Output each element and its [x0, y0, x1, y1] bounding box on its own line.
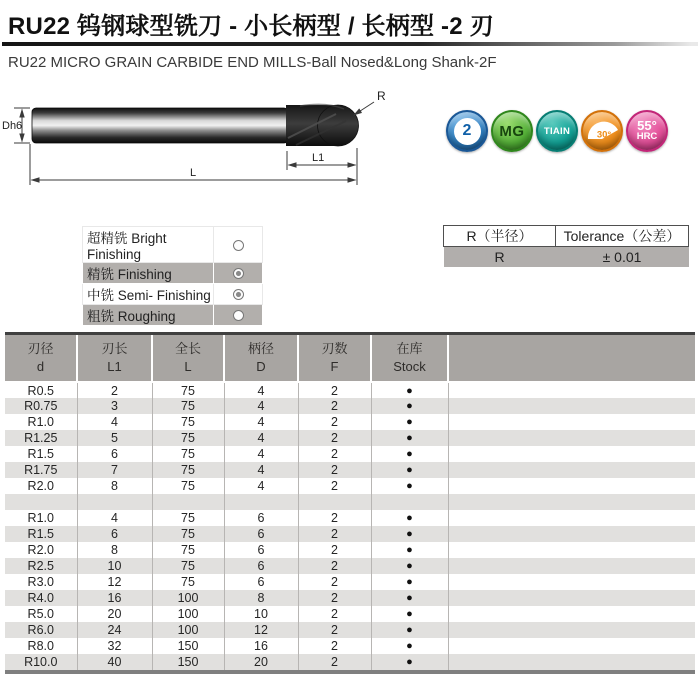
col-header-f: 刃数 F	[298, 335, 371, 382]
cell-d: R2.0	[5, 542, 77, 558]
tolerance-value: ± 0.01	[556, 247, 689, 267]
cell-d: R2.5	[5, 558, 77, 574]
stock-cell: ●	[371, 510, 448, 526]
cell-l1: 8	[77, 542, 152, 558]
cell-l: 100	[152, 606, 224, 622]
finishing-mark	[233, 240, 244, 251]
overall-length-label: L	[190, 167, 197, 179]
cell-l1: 3	[77, 398, 152, 414]
cell-D: 20	[224, 654, 298, 670]
table-row	[5, 590, 695, 606]
table-row	[5, 382, 695, 398]
radius-leader-line	[354, 102, 374, 115]
cell-l1: 12	[77, 574, 152, 590]
empty-cell	[448, 462, 695, 478]
finishing-mark	[233, 268, 244, 279]
empty-cell	[448, 510, 695, 526]
finishing-label: 中铣 Semi- Finishing	[83, 284, 214, 305]
cell-d: R4.0	[5, 590, 77, 606]
tool-ball-nose	[286, 104, 359, 146]
spacer-cell	[371, 494, 448, 510]
cell-l: 150	[152, 654, 224, 670]
micro-grain-badge: MG	[491, 110, 533, 152]
table-row	[5, 430, 695, 446]
stock-cell: ●	[371, 526, 448, 542]
cell-f: 2	[298, 542, 371, 558]
cell-f: 2	[298, 638, 371, 654]
cell-l1: 5	[77, 430, 152, 446]
cell-D: 12	[224, 622, 298, 638]
cell-l1: 7	[77, 462, 152, 478]
cell-f: 2	[298, 654, 371, 670]
table-row	[5, 510, 695, 526]
cell-l: 100	[152, 590, 224, 606]
flutes-badge	[446, 110, 488, 152]
cell-f: 2	[298, 462, 371, 478]
finishing-label: 精铣 Finishing	[83, 263, 214, 284]
end-mill-drawing	[0, 85, 440, 207]
cell-f: 2	[298, 510, 371, 526]
cell-l: 75	[152, 526, 224, 542]
stock-cell: ●	[371, 622, 448, 638]
cell-D: 4	[224, 414, 298, 430]
table-row	[5, 462, 695, 478]
cell-D: 4	[224, 478, 298, 494]
cell-d: R3.0	[5, 574, 77, 590]
stock-cell: ●	[371, 574, 448, 590]
cell-D: 16	[224, 638, 298, 654]
table-row	[5, 606, 695, 622]
finishing-row	[83, 305, 263, 326]
stock-cell: ●	[371, 462, 448, 478]
cell-l1: 24	[77, 622, 152, 638]
stock-cell: ●	[371, 606, 448, 622]
table-row	[5, 542, 695, 558]
cell-l: 150	[152, 638, 224, 654]
spacer-row	[5, 494, 695, 510]
cell-D: 6	[224, 526, 298, 542]
cell-D: 6	[224, 542, 298, 558]
cell-l: 75	[152, 398, 224, 414]
tolerance-table	[443, 225, 689, 267]
title-divider	[2, 42, 698, 46]
cell-l: 75	[152, 446, 224, 462]
col-header-D: 柄径 D	[224, 335, 298, 382]
tolerance-header-radius: R（半径）	[444, 226, 556, 247]
cell-d: R6.0	[5, 622, 77, 638]
cell-f: 2	[298, 382, 371, 398]
cell-D: 4	[224, 446, 298, 462]
cell-d: R0.75	[5, 398, 77, 414]
table-row	[5, 478, 695, 494]
cell-f: 2	[298, 398, 371, 414]
stock-cell: ●	[371, 414, 448, 430]
cell-l1: 2	[77, 382, 152, 398]
cell-l: 75	[152, 430, 224, 446]
spacer-cell	[5, 494, 77, 510]
cell-D: 6	[224, 510, 298, 526]
cell-l: 75	[152, 510, 224, 526]
cell-d: R10.0	[5, 654, 77, 670]
cell-d: R5.0	[5, 606, 77, 622]
stock-cell: ●	[371, 398, 448, 414]
spacer-cell	[298, 494, 371, 510]
table-row	[5, 414, 695, 430]
stock-cell: ●	[371, 542, 448, 558]
cell-l: 75	[152, 382, 224, 398]
stock-cell: ●	[371, 478, 448, 494]
col-header-d: 刃径 d	[5, 335, 77, 382]
cell-l: 100	[152, 622, 224, 638]
cell-f: 2	[298, 430, 371, 446]
empty-cell	[448, 414, 695, 430]
cell-l1: 40	[77, 654, 152, 670]
cell-f: 2	[298, 574, 371, 590]
cell-D: 4	[224, 462, 298, 478]
cell-l1: 10	[77, 558, 152, 574]
spec-table-header-row	[5, 335, 695, 382]
finishing-row	[83, 284, 263, 305]
tool-shank	[32, 108, 288, 143]
cell-l: 75	[152, 414, 224, 430]
cell-d: R0.5	[5, 382, 77, 398]
table-row	[5, 526, 695, 542]
spec-table-container	[5, 332, 695, 674]
cell-d: R1.5	[5, 526, 77, 542]
cell-l: 75	[152, 558, 224, 574]
table-row	[5, 654, 695, 670]
spacer-cell	[448, 494, 695, 510]
cell-l: 75	[152, 462, 224, 478]
spacer-cell	[77, 494, 152, 510]
tolerance-header-tolerance: Tolerance（公差）	[556, 226, 689, 247]
spacer-cell	[224, 494, 298, 510]
cell-l1: 4	[77, 414, 152, 430]
col-header-empty	[448, 335, 695, 382]
cell-f: 2	[298, 622, 371, 638]
cell-f: 2	[298, 606, 371, 622]
empty-cell	[448, 382, 695, 398]
cell-l1: 6	[77, 446, 152, 462]
cell-l1: 16	[77, 590, 152, 606]
cell-D: 4	[224, 430, 298, 446]
finishing-row	[83, 227, 263, 263]
empty-cell	[448, 398, 695, 414]
cell-f: 2	[298, 526, 371, 542]
cell-f: 2	[298, 414, 371, 430]
table-row	[5, 638, 695, 654]
table-row	[5, 446, 695, 462]
cell-D: 6	[224, 574, 298, 590]
empty-cell	[448, 638, 695, 654]
cell-f: 2	[298, 558, 371, 574]
cell-D: 10	[224, 606, 298, 622]
col-header-l1: 刃长 L1	[77, 335, 152, 382]
spec-table-body	[5, 382, 695, 670]
cell-d: R1.25	[5, 430, 77, 446]
cell-D: 4	[224, 382, 298, 398]
helix-angle-badge	[581, 110, 623, 152]
cell-D: 4	[224, 398, 298, 414]
empty-cell	[448, 558, 695, 574]
flute-length-label: L1	[312, 152, 325, 164]
cell-l1: 8	[77, 478, 152, 494]
col-header-stock: 在库 Stock	[371, 335, 448, 382]
finishing-row	[83, 263, 263, 284]
hardness-badge: 55° HRC	[626, 110, 668, 152]
tolerance-row	[444, 247, 689, 267]
empty-cell	[448, 542, 695, 558]
col-header-l: 全长 L	[152, 335, 224, 382]
cell-d: R8.0	[5, 638, 77, 654]
flutes-count-icon: 2	[454, 118, 481, 145]
cell-l1: 32	[77, 638, 152, 654]
finishing-label: 超精铣 Bright Finishing	[83, 227, 214, 263]
helix-angle-icon	[584, 113, 620, 149]
radius-label: R	[377, 89, 386, 103]
stock-cell: ●	[371, 558, 448, 574]
spec-table	[5, 335, 695, 670]
empty-cell	[448, 590, 695, 606]
empty-cell	[448, 606, 695, 622]
cell-d: R1.5	[5, 446, 77, 462]
cell-l1: 6	[77, 526, 152, 542]
cell-d: R1.0	[5, 510, 77, 526]
coating-badge: TIAIN	[536, 110, 578, 152]
cell-l1: 4	[77, 510, 152, 526]
empty-cell	[448, 526, 695, 542]
finishing-mark	[233, 310, 244, 321]
page-subtitle: RU22 MICRO GRAIN CARBIDE END MILLS-Ball Nosed&Long Shank-2F	[8, 54, 497, 71]
cell-l: 75	[152, 478, 224, 494]
empty-cell	[448, 574, 695, 590]
finishing-table	[82, 226, 263, 326]
stock-cell: ●	[371, 590, 448, 606]
finishing-mark	[233, 289, 244, 300]
svg-text:30°: 30°	[596, 129, 612, 141]
cell-D: 6	[224, 558, 298, 574]
table-row	[5, 558, 695, 574]
table-row	[5, 398, 695, 414]
cell-d: R1.0	[5, 414, 77, 430]
table-row	[5, 574, 695, 590]
page-title: RU22 钨钢球型铣刀 - 小长柄型 / 长柄型 -2 刃	[8, 13, 494, 40]
cell-f: 2	[298, 478, 371, 494]
shank-diameter-label: Dh6	[2, 120, 23, 132]
cell-d: R2.0	[5, 478, 77, 494]
empty-cell	[448, 622, 695, 638]
cell-l: 75	[152, 574, 224, 590]
cell-d: R1.75	[5, 462, 77, 478]
empty-cell	[448, 430, 695, 446]
table-row	[5, 622, 695, 638]
stock-cell: ●	[371, 382, 448, 398]
stock-cell: ●	[371, 654, 448, 670]
tolerance-radius-value: R	[444, 247, 556, 267]
stock-cell: ●	[371, 638, 448, 654]
cell-l: 75	[152, 542, 224, 558]
attribute-badges	[446, 110, 668, 152]
cell-l1: 20	[77, 606, 152, 622]
empty-cell	[448, 478, 695, 494]
stock-cell: ●	[371, 446, 448, 462]
cell-f: 2	[298, 590, 371, 606]
stock-cell: ●	[371, 430, 448, 446]
finishing-label: 粗铣 Roughing	[83, 305, 214, 326]
cell-f: 2	[298, 446, 371, 462]
empty-cell	[448, 654, 695, 670]
empty-cell	[448, 446, 695, 462]
cell-D: 8	[224, 590, 298, 606]
spacer-cell	[152, 494, 224, 510]
